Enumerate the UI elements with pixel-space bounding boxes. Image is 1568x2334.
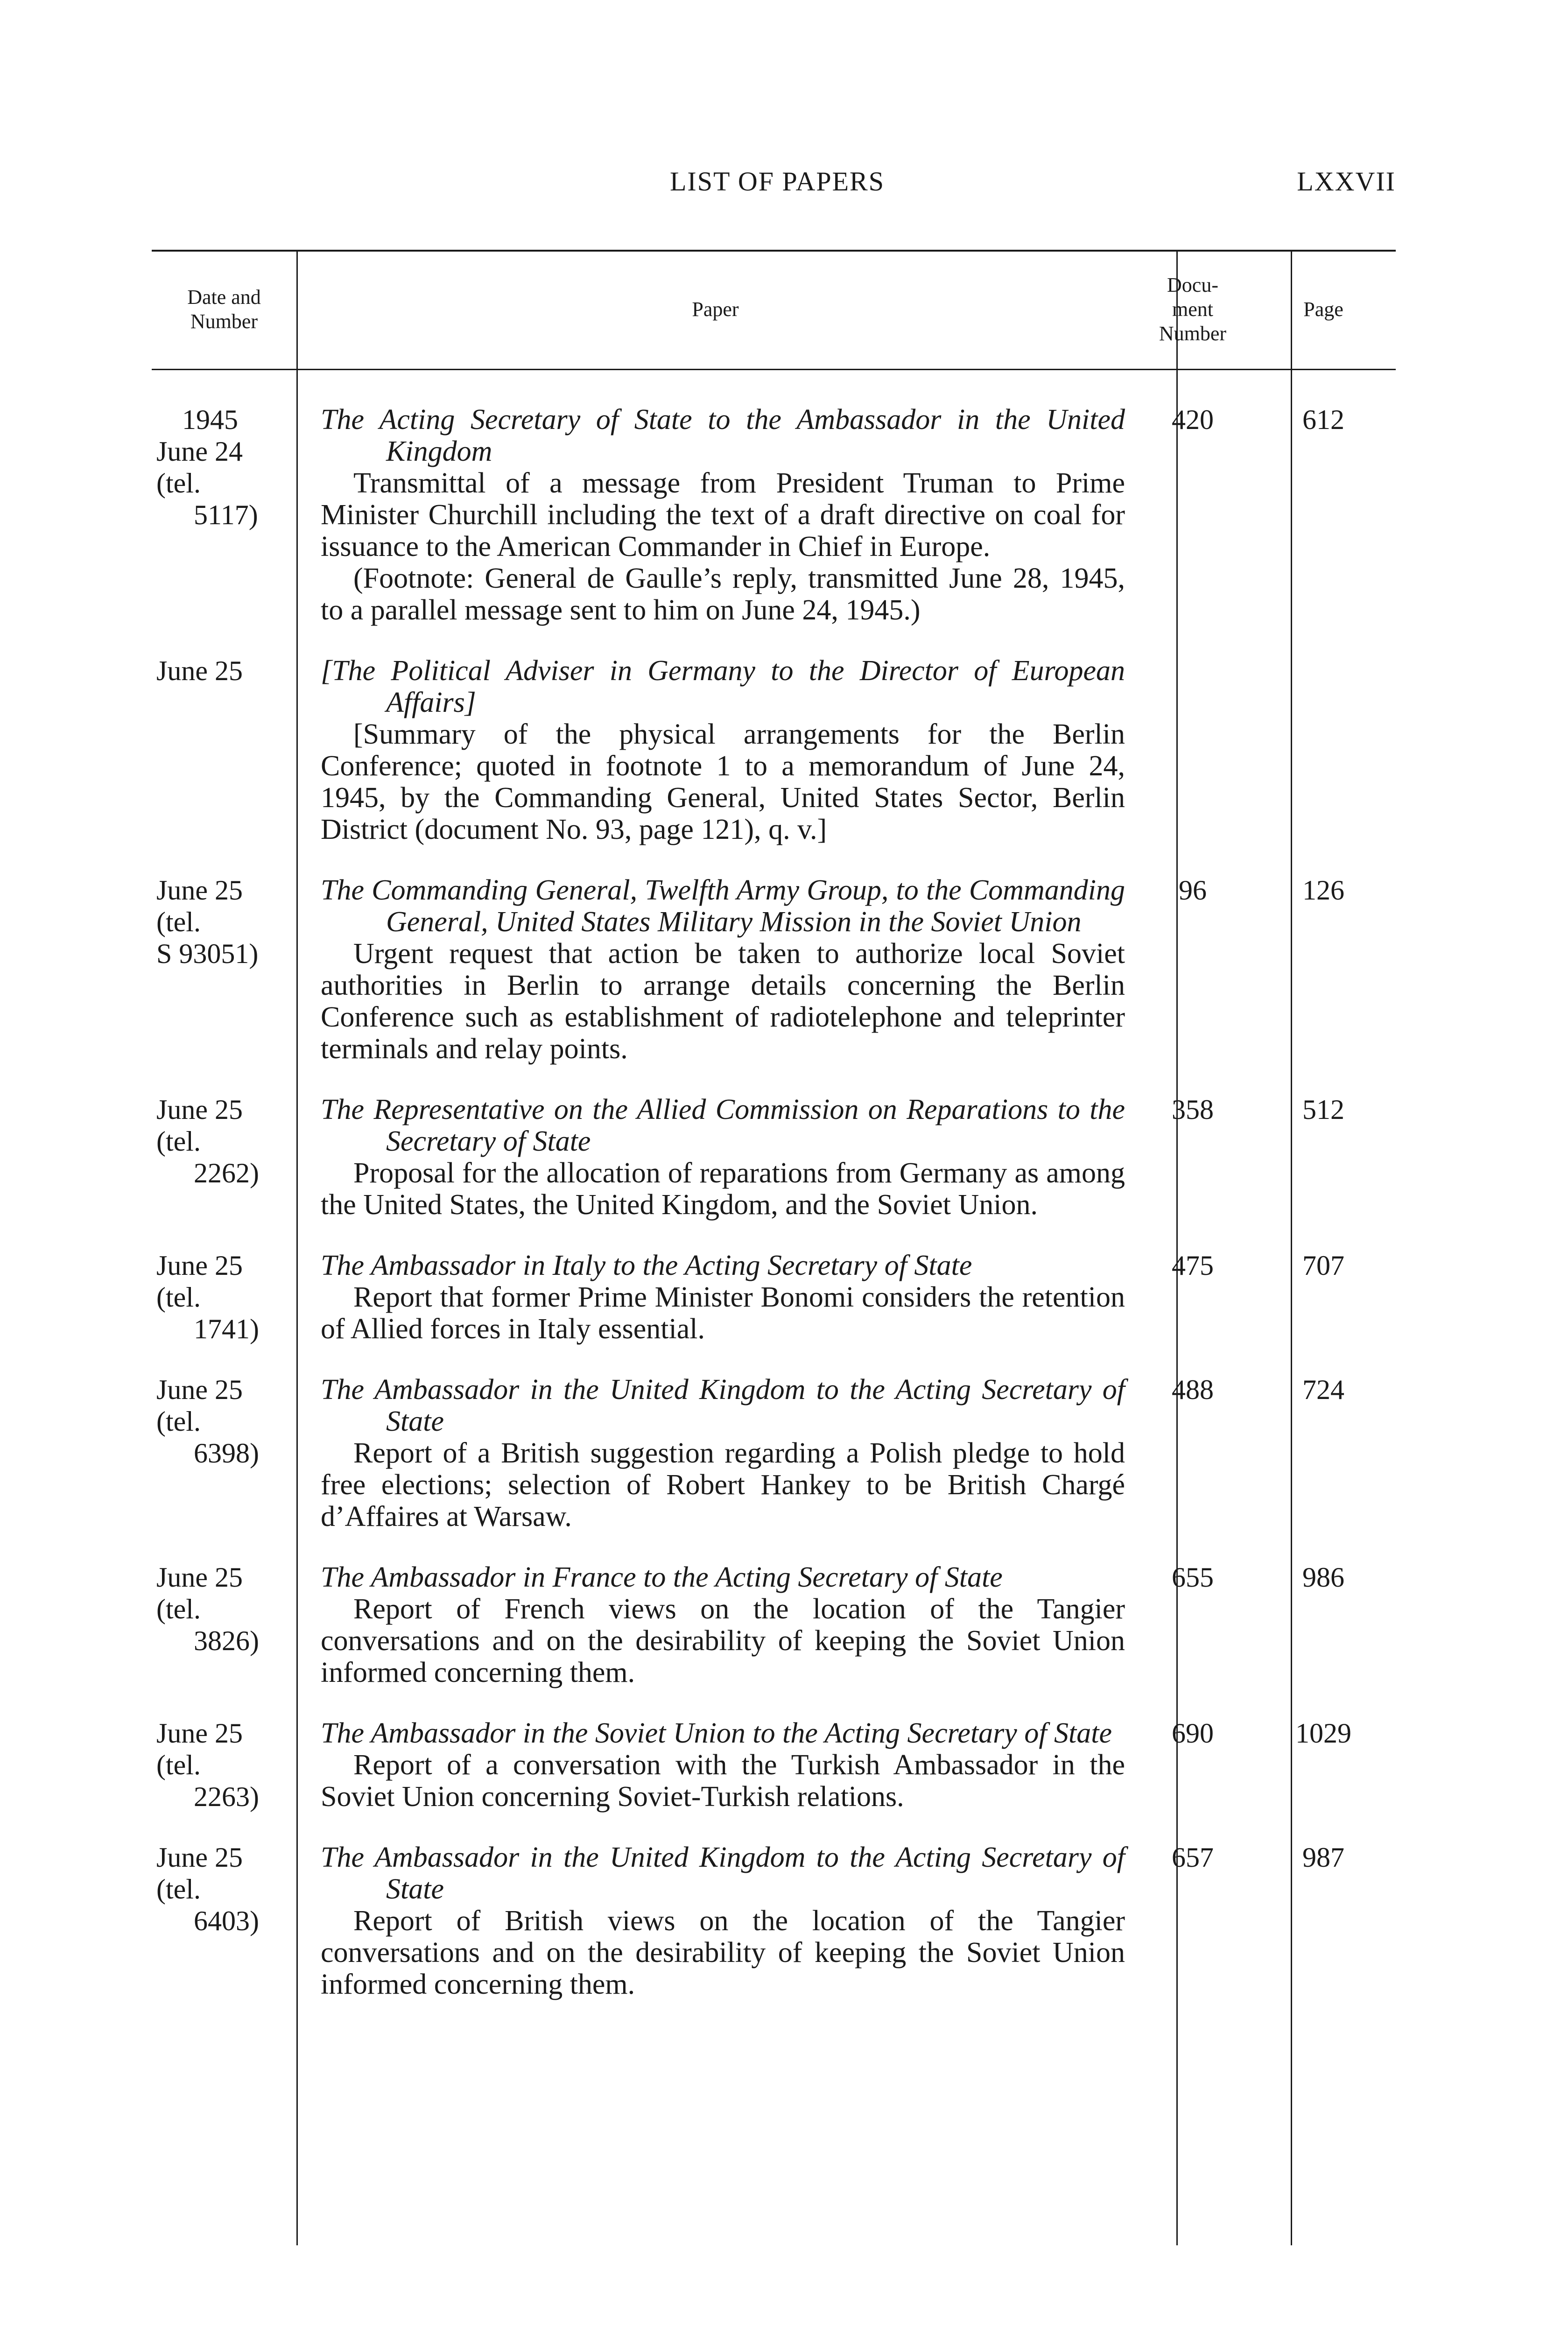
- paper-summary: Report of a conversation with the Turkish Ambassador in the Soviet Union concerning Soviet-Turkish relations.: [321, 1749, 1125, 1813]
- running-head: [159, 166, 1396, 198]
- date-cell: [152, 1842, 296, 2000]
- date-line: June 24: [156, 436, 243, 467]
- date-line: (tel.: [156, 1126, 201, 1157]
- date-line: June 25: [156, 1250, 243, 1281]
- date-cell: [152, 655, 296, 845]
- page-reference: [1251, 655, 1396, 845]
- table-row: [152, 1250, 1396, 1345]
- date-line: June 25: [156, 1094, 243, 1125]
- date-cell: [152, 1094, 296, 1221]
- table-row: [152, 1094, 1396, 1221]
- paper-note: (Footnote: General de Gaulle’s reply, transmitted June 28, 1945, to a parallel message sent to him on June 24, 1945.): [321, 562, 1125, 626]
- paper-cell: [296, 874, 1134, 1065]
- paper-summary: Report of a British suggestion regarding a Polish pledge to hold free elections; selection of Robert Hankey to be British Chargé d’Affaires at Warsaw.: [321, 1437, 1125, 1533]
- table-row: [152, 1561, 1396, 1688]
- page-reference: 987: [1302, 1842, 1344, 1873]
- column-header-document: Docu- ment Number: [1159, 273, 1227, 345]
- paper-title: The Commanding General, Twelfth Army Group, to the Commanding General, United States Military Mission in the Soviet Union: [321, 874, 1125, 938]
- date-cell: [152, 874, 296, 1065]
- page-number: LXXVII: [1297, 166, 1396, 197]
- date-line: June 25: [156, 1562, 243, 1593]
- paper-summary: Transmittal of a message from President Truman to Prime Minister Churchill including the text of a draft directive on coal for issuance to the American Commander in Chief in Europe.: [321, 467, 1125, 562]
- date-line: (tel.: [156, 1594, 201, 1624]
- paper-cell: [296, 404, 1134, 626]
- paper-summary: Report of British views on the location of the Tangier conversations and on the desirability of keeping the Soviet Union informed concerning them.: [321, 1905, 1125, 2000]
- table-row: [152, 1842, 1396, 2000]
- date-cell: [152, 404, 296, 626]
- date-cell: [152, 1561, 296, 1688]
- date-line: June 25: [156, 1842, 243, 1873]
- paper-cell: [296, 1374, 1134, 1533]
- document-number: 475: [1172, 1250, 1214, 1281]
- paper-cell: [296, 1717, 1134, 1813]
- table-row: [152, 655, 1396, 845]
- papers-list: [152, 404, 1396, 2029]
- paper-title: The Ambassador in France to the Acting Secretary of State: [321, 1561, 1003, 1593]
- running-title: LIST OF PAPERS: [670, 166, 885, 197]
- paper-title: The Ambassador in the United Kingdom to the Acting Secretary of State: [321, 1374, 1125, 1437]
- paper-title: The Representative on the Allied Commission on Reparations to the Secretary of State: [321, 1094, 1125, 1157]
- table-row: [152, 404, 1396, 626]
- document-number: 655: [1172, 1562, 1214, 1593]
- date-line: 2263): [194, 1781, 259, 1812]
- date-line: (tel.: [156, 1406, 201, 1437]
- paper-title: [The Political Adviser in Germany to the Director of European Affairs]: [321, 655, 1125, 718]
- date-line: 3826): [194, 1625, 259, 1656]
- date-line: June 25: [156, 1374, 243, 1405]
- paper-title: The Acting Secretary of State to the Ambassador in the United Kingdom: [321, 404, 1125, 467]
- date-line: June 25: [156, 655, 243, 686]
- date-line: 6398): [194, 1438, 259, 1469]
- date-line: 1741): [194, 1314, 259, 1344]
- page-reference: 1029: [1295, 1718, 1351, 1749]
- document-number: 358: [1172, 1094, 1214, 1125]
- paper-cell: [296, 1250, 1134, 1345]
- date-line: (tel.: [156, 1282, 201, 1313]
- table-row: [152, 874, 1396, 1065]
- document-number: 488: [1172, 1374, 1214, 1405]
- date-line: S 93051): [156, 938, 259, 969]
- page-reference: 986: [1302, 1562, 1344, 1593]
- table-row: [152, 1374, 1396, 1533]
- page-reference: 126: [1302, 875, 1344, 906]
- date-cell: [152, 1250, 296, 1345]
- date-line: 1945: [182, 404, 238, 435]
- paper-summary: Report that former Prime Minister Bonomi considers the retention of Allied forces in Italy essential.: [321, 1281, 1125, 1345]
- date-line: (tel.: [156, 468, 201, 499]
- document-number: 657: [1172, 1842, 1214, 1873]
- paper-summary: Report of French views on the location of the Tangier conversations and on the desirability of keeping the Soviet Union informed concerning them.: [321, 1593, 1125, 1688]
- table-row: [152, 1717, 1396, 1813]
- date-line: 2262): [194, 1158, 259, 1188]
- column-header-paper: Paper: [692, 297, 739, 321]
- date-line: June 25: [156, 875, 243, 906]
- paper-cell: [296, 1842, 1134, 2000]
- date-line: (tel.: [156, 907, 201, 937]
- page-reference: 724: [1302, 1374, 1344, 1405]
- paper-title: The Ambassador in the United Kingdom to the Acting Secretary of State: [321, 1842, 1125, 1905]
- date-cell: [152, 1717, 296, 1813]
- paper-cell: [296, 655, 1134, 845]
- date-line: (tel.: [156, 1750, 201, 1780]
- page-reference: 512: [1302, 1094, 1344, 1125]
- date-line: (tel.: [156, 1874, 201, 1905]
- document-number: 690: [1172, 1718, 1214, 1749]
- document-number: 420: [1172, 404, 1214, 435]
- column-header-date: Date and Number: [187, 285, 261, 333]
- paper-cell: [296, 1094, 1134, 1221]
- document-number: 96: [1179, 875, 1207, 906]
- date-line: 6403): [194, 1905, 259, 1936]
- paper-summary: Proposal for the allocation of reparations from Germany as among the United States, the United Kingdom, and the Soviet Union.: [321, 1157, 1125, 1221]
- page-reference: 612: [1302, 404, 1344, 435]
- paper-title: The Ambassador in Italy to the Acting Secretary of State: [321, 1250, 972, 1281]
- paper-summary: [Summary of the physical arrangements for the Berlin Conference; quoted in footnote 1 to a memorandum of June 24, 1945, by the Commanding General, United States Sector, Berlin District (document No. 93, page 121), q. v.]: [321, 718, 1125, 845]
- paper-title: The Ambassador in the Soviet Union to the Acting Secretary of State: [321, 1717, 1112, 1749]
- column-header-page: Page: [1303, 297, 1343, 321]
- document-number: [1134, 655, 1251, 845]
- paper-summary: Urgent request that action be taken to authorize local Soviet authorities in Berlin to arrange details concerning the Berlin Conference such as establishment of radiotelephone and teleprinter terminals and relay points.: [321, 938, 1125, 1065]
- paper-cell: [296, 1561, 1134, 1688]
- column-headers: [152, 250, 1396, 370]
- date-line: 5117): [194, 499, 258, 530]
- date-cell: [152, 1374, 296, 1533]
- page-reference: 707: [1302, 1250, 1344, 1281]
- date-line: June 25: [156, 1718, 243, 1749]
